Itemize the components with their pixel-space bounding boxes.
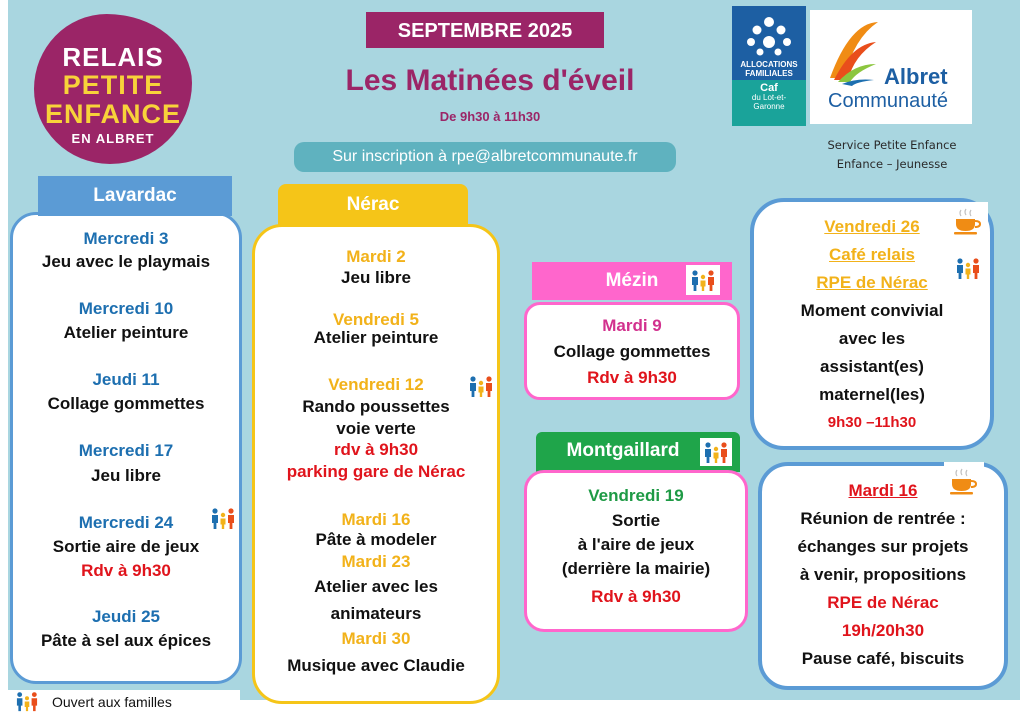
lavardac-date-3: Jeudi 11 [92, 370, 160, 389]
service-line1: Service Petite Enfance [827, 138, 957, 152]
cafe-title1: Café relais [829, 245, 915, 264]
lavardac-box [10, 212, 242, 684]
logo-line4: EN ALBRET [71, 131, 155, 146]
logo-line1: RELAIS [62, 42, 164, 72]
cafe-relais-box [750, 198, 994, 450]
caf-logo [732, 6, 806, 126]
caf-text-bottom [732, 80, 806, 126]
montgaillard-label: Montgaillard [566, 440, 680, 461]
cafe-date: Vendredi 26 [824, 217, 920, 236]
month-banner: SEPTEMBRE 2025 [366, 12, 604, 48]
caf-text-top [732, 60, 806, 78]
cafe-hours: 9h30 –11h30 [827, 414, 917, 431]
nerac-activity-5a: Atelier avec les [314, 577, 438, 596]
nerac-date-4: Mardi 16 [341, 510, 411, 529]
legend-text: Ouvert aux familles [52, 694, 172, 710]
nerac-date-1: Mardi 2 [346, 247, 406, 266]
cafe-title2: RPE de Nérac [816, 273, 928, 292]
family-icon [702, 440, 730, 464]
caf-line5: Garonne [753, 102, 785, 111]
family-icon [14, 690, 40, 712]
nerac-date-3: Vendredi 12 [328, 375, 424, 394]
cafe-line4: maternel(les) [819, 385, 925, 404]
nerac-activity-6: Musique avec Claudie [287, 656, 465, 675]
family-icon [209, 506, 237, 530]
lavardac-date-2: Mercredi 10 [78, 299, 174, 318]
albret-logo [810, 10, 972, 124]
page-hours: De 9h30 à 11h30 [439, 109, 541, 124]
inscription-banner[interactable]: Sur inscription à rpe@albretcommunaute.fr [294, 142, 676, 172]
lavardac-note-5: Rdv à 9h30 [81, 561, 171, 580]
lavardac-activity-5: Sortie aire de jeux [52, 537, 200, 556]
cafe-cup-bg [948, 202, 988, 242]
mezin-box [524, 302, 740, 400]
caf-emblem-icon [742, 12, 796, 60]
reunion-place: RPE de Nérac [827, 593, 939, 612]
nerac-activity-1: Jeu libre [341, 268, 411, 287]
mezin-label: Mézin [605, 270, 659, 291]
lavardac-tab: Lavardac [38, 176, 232, 216]
cafe-line1: Moment convivial [800, 301, 944, 320]
family-icon [954, 256, 982, 280]
nerac-activity-4: Pâte à modeler [315, 530, 437, 549]
service-label [792, 136, 992, 174]
reunion-footer: Pause café, biscuits [801, 649, 965, 668]
coffee-cup-icon [952, 208, 982, 236]
montgaillard-box [524, 470, 748, 632]
reunion-hours: 19h/20h30 [841, 621, 925, 640]
lavardac-date-5: Mercredi 24 [78, 513, 174, 532]
coffee-cup-icon [948, 468, 978, 496]
nerac-note-3b: parking gare de Nérac [286, 462, 466, 481]
nerac-activity-5b: animateurs [330, 604, 422, 623]
rpe-logo [34, 14, 192, 164]
nerac-activity-3a: Rando poussettes [302, 397, 450, 416]
cafe-line2: avec les [838, 329, 906, 348]
albret-line1: Albret [884, 64, 948, 89]
mezin-activity: Collage gommettes [553, 342, 711, 361]
mezin-date: Mardi 9 [602, 316, 662, 335]
lavardac-activity-2: Atelier peinture [63, 323, 189, 342]
montgaillard-date: Vendredi 19 [588, 486, 684, 505]
albret-leaf-icon [824, 18, 884, 88]
mezin-note: Rdv à 9h30 [587, 368, 677, 387]
caf-line4: du Lot-et- [751, 93, 787, 102]
lavardac-activity-1: Jeu avec le playmais [41, 252, 211, 271]
montgaillard-note: Rdv à 9h30 [591, 587, 681, 606]
montgaillard-line3: (derrière la mairie) [561, 559, 711, 578]
nerac-note-3a: rdv à 9h30 [333, 440, 419, 459]
albret-line2: Communauté [828, 90, 949, 112]
reunion-cup-bg [944, 462, 984, 500]
nerac-date-5: Mardi 23 [341, 552, 411, 571]
cafe-line3: assistant(es) [820, 357, 924, 376]
page-title: Les Matinées d'éveil [345, 64, 635, 97]
service-line2: Enfance – Jeunesse [836, 157, 948, 171]
montgaillard-icon-bg [700, 438, 732, 466]
lavardac-date-6: Jeudi 25 [91, 607, 161, 626]
reunion-box [758, 462, 1008, 690]
family-icon [467, 374, 495, 398]
caf-line1: ALLOCATIONS [740, 60, 798, 69]
family-icon [689, 268, 717, 292]
reunion-date: Mardi 16 [848, 481, 918, 500]
nerac-tab: Nérac [278, 184, 468, 226]
lavardac-activity-4: Jeu libre [91, 466, 161, 485]
lavardac-date-4: Mercredi 17 [78, 441, 174, 460]
nerac-date-2: Vendredi 5 [333, 310, 419, 329]
reunion-line1: Réunion de rentrée : [800, 509, 966, 528]
logo-line2: PETITE [62, 70, 164, 100]
caf-line2: FAMILIALES [745, 69, 793, 78]
nerac-activity-3b: voie verte [336, 419, 416, 438]
nerac-activity-2: Atelier peinture [313, 328, 439, 347]
logo-line3: ENFANCE [44, 99, 181, 129]
lavardac-date-1: Mercredi 3 [83, 229, 169, 248]
montgaillard-line2: à l'aire de jeux [577, 535, 695, 554]
legend [0, 690, 240, 712]
reunion-line3: à venir, propositions [799, 565, 967, 584]
reunion-line2: échanges sur projets [797, 537, 969, 556]
nerac-box [252, 224, 500, 704]
caf-line3: Caf [760, 82, 778, 94]
lavardac-activity-6: Pâte à sel aux épices [40, 631, 212, 650]
montgaillard-line1: Sortie [611, 511, 661, 530]
nerac-date-6: Mardi 30 [341, 629, 411, 648]
mezin-icon-bg [686, 265, 720, 295]
lavardac-activity-3: Collage gommettes [47, 394, 205, 413]
